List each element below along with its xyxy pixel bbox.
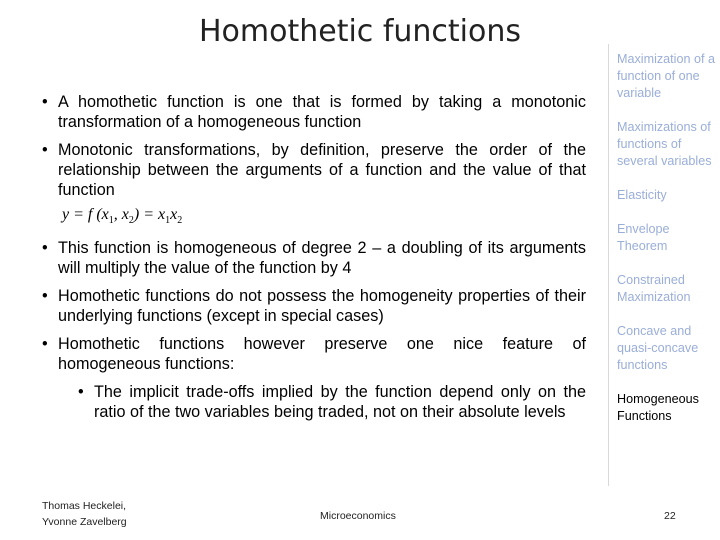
sidebar-item-envelope-theorem[interactable]: Envelope Theorem	[617, 222, 670, 253]
sub-bullet-item: • The implicit trade-offs implied by the function depend only on the ratio of the two variables being traded, not on their absolute levels	[78, 382, 586, 422]
sidebar-item-homogeneous-functions[interactable]: Homogeneous Functions	[617, 392, 699, 423]
bullet-item: • Monotonic transformations, by definition, preserve the order of the relationship between the arguments of a function and the value of that function	[42, 140, 586, 200]
footer-author-line: Thomas Heckelei,	[42, 500, 127, 512]
sidebar-item-constrained-maximization[interactable]: Constrained Maximization	[617, 273, 691, 304]
sidebar-nav	[617, 51, 717, 442]
bullet-item: • Homothetic functions however preserve one nice feature of homogeneous functions:	[42, 334, 586, 374]
slide-title: Homothetic functions	[198, 14, 522, 49]
bullet-item: • This function is homogeneous of degree 2 – a doubling of its arguments will multiply the value of the function by 4	[42, 238, 586, 278]
bullet-item: • A homothetic function is one that is formed by taking a monotonic transformation of a homogeneous function	[42, 92, 586, 132]
page-number: 22	[664, 510, 676, 522]
formula: y = f ($x_1$, $x_2) = x_1x_2$	[62, 206, 183, 227]
sidebar-item-maximization-one-variable[interactable]: Maximization of a function of one variable	[617, 52, 715, 100]
footer-authors	[42, 498, 127, 530]
sidebar-divider	[608, 44, 609, 486]
sidebar-item-elasticity[interactable]: Elasticity	[617, 188, 667, 202]
footer-course: Microeconomics	[320, 510, 396, 522]
sidebar-item-concave-quasi-concave[interactable]: Concave and quasi-concave functions	[617, 324, 699, 372]
slide-content	[42, 92, 586, 430]
sidebar-item-maximizations-several-variables[interactable]: Maximizations of functions of several variables	[617, 120, 712, 168]
bullet-item: • Homothetic functions do not possess the homogeneity properties of their underlying functions (except in special cases)	[42, 286, 586, 326]
footer-author-line: Yvonne Zavelberg	[42, 516, 127, 528]
